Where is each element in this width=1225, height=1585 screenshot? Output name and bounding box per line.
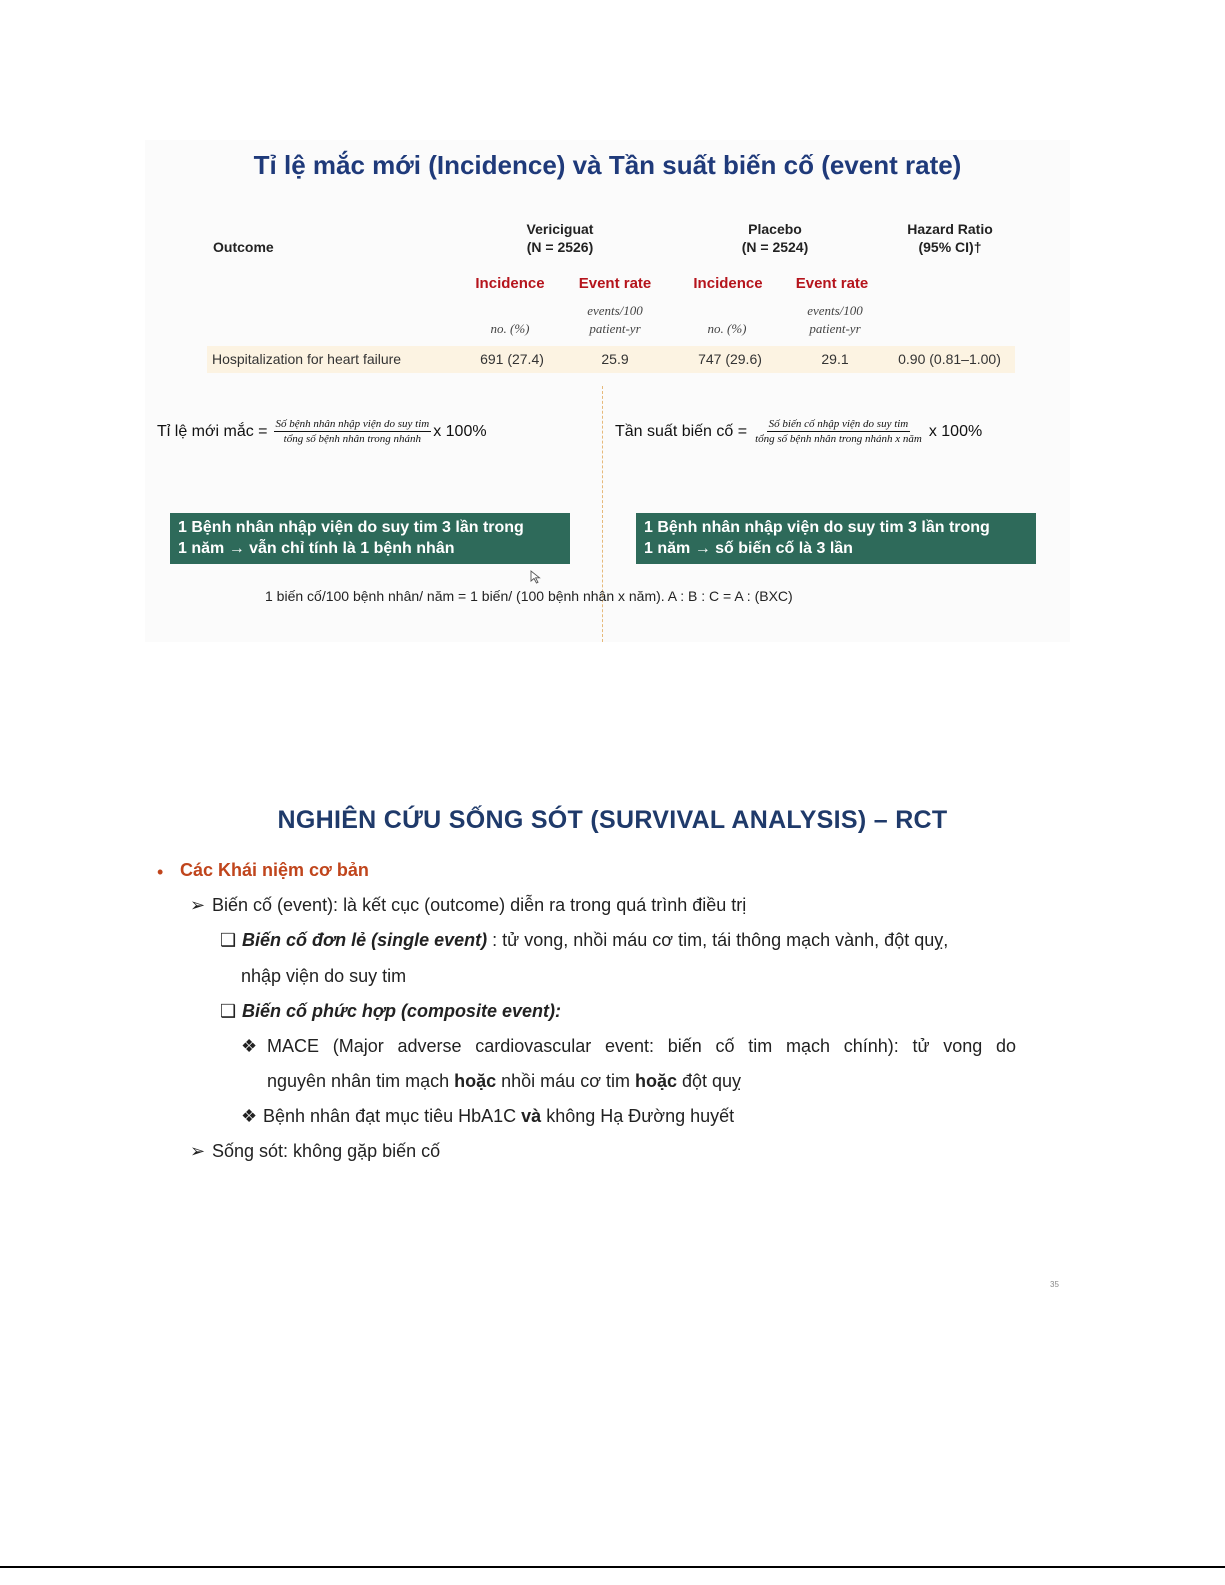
hba1c-line: ❖ Bệnh nhân đạt mục tiêu HbA1C và không Hạ Đường huyết bbox=[241, 1106, 735, 1126]
basic-concepts-heading: Các Khái niệm cơ bản bbox=[180, 860, 369, 880]
veri-incidence-header: Incidence bbox=[475, 275, 545, 292]
event-rate-formula: Tần suất biến cố = $\frac{\text{Số biến cố nhập viện do suy tim}}{\text{tổng số bệnh nhân trong nhánh x năm}}$ x 100% bbox=[615, 418, 983, 445]
row-label: Hospitalization for heart failure bbox=[212, 351, 402, 367]
composite-event-line: ❑ Biến cố phức hợp (composite event): bbox=[220, 1001, 561, 1021]
veri-incidence-value: 691 (27.4) bbox=[480, 351, 544, 367]
page-number: 35 bbox=[1050, 1280, 1059, 1289]
slide-incidence bbox=[145, 140, 1070, 642]
veri-event-rate-header: Event rate bbox=[578, 275, 652, 292]
hazard-ratio-header: Hazard Ratio (95% CI)† bbox=[907, 221, 993, 255]
bottom-rule bbox=[0, 1566, 1225, 1568]
veri-rate-value: 25.9 bbox=[601, 351, 629, 367]
placebo-header: Placebo (N = 2524) bbox=[741, 221, 809, 255]
slide2-title: NGHIÊN CỨU SỐNG SÓT (SURVIVAL ANALYSIS) – RCT bbox=[277, 806, 948, 834]
event-definition: ➢ Biến cố (event): là kết cục (outcome) diễn ra trong quá trình điều trị bbox=[190, 895, 747, 915]
arrow-bullet-icon: ➢ bbox=[190, 1141, 206, 1161]
incidence-formula: Tỉ lệ mới mắc = $\frac{\text{Số bệnh nhân nhập viện do suy tim}}{\text{tổng số bệnh nhân trong nhánh}}$ x 100% bbox=[157, 418, 487, 445]
incidence-note-box: 1 Bệnh nhân nhập viện do suy tim 3 lần trong 1 năm → vẫn chỉ tính là 1 bệnh nhân bbox=[170, 513, 570, 564]
mace-line-2: nguyên nhân tim mạch hoặc nhồi máu cơ tim hoặc đột quỵ bbox=[267, 1071, 742, 1091]
vericiguat-header: Vericiguat (N = 2526) bbox=[526, 221, 594, 255]
diamond-bullet-icon: ❖ bbox=[241, 1106, 258, 1126]
plac-unit-events: events/100 patient-yr bbox=[807, 303, 863, 336]
bullet-dot-icon: • bbox=[157, 862, 164, 882]
plac-incidence-value: 747 (29.6) bbox=[698, 351, 762, 367]
veri-unit-no: no. (%) bbox=[490, 321, 530, 336]
arrow-bullet-icon: ➢ bbox=[190, 895, 206, 915]
outcome-header: Outcome bbox=[213, 239, 274, 255]
diamond-bullet-icon: ❖ bbox=[241, 1036, 258, 1056]
mace-line-1: MACE (Major adverse cardiovascular event: biến cố tim mạch chính): tử vong do bbox=[267, 1036, 1016, 1056]
slide1-title: Tỉ lệ mắc mới (Incidence) và Tần suất biến cố (event rate) bbox=[253, 150, 962, 180]
table-row bbox=[207, 346, 1015, 373]
mouse-cursor-icon bbox=[530, 570, 542, 584]
single-event-line-2: nhập viện do suy tim bbox=[241, 966, 407, 986]
unit-footnote: 1 biến cố/100 bệnh nhân/ năm = 1 biến/ (100 bệnh nhân x năm). A : B : C = A : (BXC) bbox=[265, 588, 793, 604]
survival-definition: ➢ Sống sót: không gặp biến cố bbox=[190, 1141, 441, 1161]
event-rate-note-box: 1 Bệnh nhân nhập viện do suy tim 3 lần trong 1 năm → số biến cố là 3 lần bbox=[636, 513, 1036, 564]
single-event-line: ❑ Biến cố đơn lẻ (single event) : tử vong, nhồi máu cơ tim, tái thông mạch vành, đột quỵ, bbox=[220, 930, 949, 950]
plac-rate-value: 29.1 bbox=[821, 351, 849, 367]
plac-event-rate-header: Event rate bbox=[795, 275, 869, 292]
checkbox-bullet-icon: ❑ bbox=[220, 930, 237, 950]
plac-incidence-header: Incidence bbox=[693, 275, 763, 292]
hr-value: 0.90 (0.81–1.00) bbox=[898, 351, 1001, 367]
checkbox-bullet-icon: ❑ bbox=[220, 1001, 237, 1021]
veri-unit-events: events/100 patient-yr bbox=[587, 303, 643, 336]
mace-bullet-icon-wrap bbox=[241, 1036, 263, 1057]
plac-unit-no: no. (%) bbox=[707, 321, 747, 336]
